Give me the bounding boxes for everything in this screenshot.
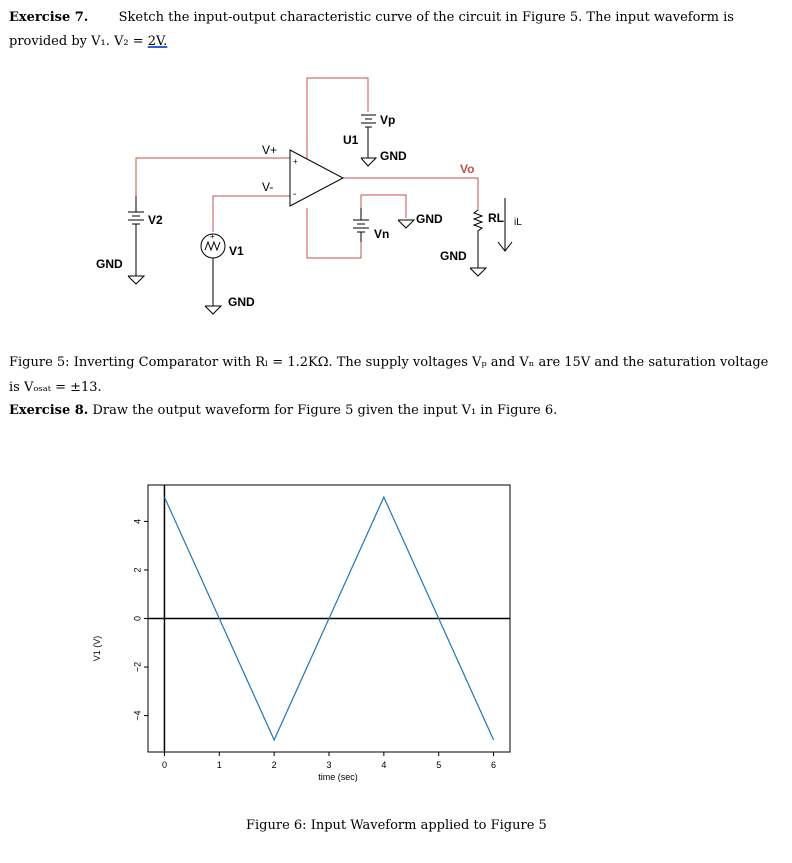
figure-5-caption-line2: is Vₒₛₐₜ = ±13. [9, 380, 102, 395]
vn-battery [353, 208, 369, 242]
y-axis-label: V1 (V) [92, 635, 102, 662]
opamp-minus-sign: - [293, 189, 297, 200]
v1-source [201, 234, 225, 314]
exercise-8-text: Draw the output waveform for Figure 5 given the input V₁ in Figure 6. [92, 403, 558, 418]
v1-plus-sign: + [210, 232, 215, 241]
circuit-diagram [0, 70, 792, 330]
il-label: iL [514, 217, 522, 228]
v2-label: V2 [148, 213, 163, 227]
vp-label: Vp [380, 113, 396, 127]
exercise-8-label: Exercise 8. [9, 403, 89, 418]
x-tick-label: 2 [271, 760, 277, 770]
y-tick-label: −4 [132, 710, 143, 721]
opamp-u1 [290, 150, 343, 206]
y-tick-label: 4 [132, 518, 143, 524]
vplus-label: V+ [262, 143, 278, 157]
x-axis-label: time (sec) [318, 772, 358, 782]
x-tick-label: 5 [436, 760, 442, 770]
exercise-7-label: Exercise 7. [9, 10, 89, 25]
v2-battery [128, 196, 144, 284]
x-tick-label: 4 [381, 760, 387, 770]
vminus-label: V- [262, 180, 274, 194]
y-tick-label: 2 [132, 567, 143, 573]
y-tick-label: 0 [132, 615, 143, 622]
rl-resistor [470, 210, 486, 276]
y-tick-label: −2 [132, 661, 143, 673]
gnd-bottom-label: GND [228, 295, 255, 309]
vn-label: Vn [374, 227, 390, 241]
x-tick-label: 0 [161, 760, 167, 770]
exercise-7-text: Sketch the input-output characteristic curve of the circuit in Figure 5. The input waveform is [118, 10, 734, 25]
exercise-8-line [9, 403, 557, 418]
figure-5-caption-line1: Figure 5: Inverting Comparator with Rₗ = 1.2KΩ. The supply voltages Vₚ and Vₙ are 15V and the saturation voltage [9, 355, 769, 370]
x-tick-label: 3 [326, 760, 332, 770]
gnd-mid-symbol [398, 220, 414, 228]
gnd-right-label: GND [440, 249, 467, 263]
opamp-plus-sign: + [293, 157, 298, 166]
gnd-top-label: GND [380, 149, 407, 163]
gnd-mid-label: GND [416, 212, 443, 226]
vo-label: Vo [460, 162, 475, 176]
exercise-7-line2 [9, 34, 167, 49]
v2-value: 2V. [147, 34, 168, 49]
exercise-7-heading [9, 10, 789, 25]
exercise-7-line2-prefix: provided by V₁. V₂ = [9, 34, 148, 49]
x-tick-label: 1 [216, 760, 222, 770]
gnd-left-label: GND [96, 257, 123, 271]
x-tick-label: 6 [491, 760, 497, 770]
rl-label: RL [488, 211, 504, 225]
vp-battery [361, 115, 376, 166]
input-waveform-chart [80, 470, 540, 800]
u1-label: U1 [343, 133, 359, 147]
v1-label: V1 [229, 244, 244, 258]
figure-6-caption: Figure 6: Input Waveform applied to Figure 5 [246, 818, 547, 833]
